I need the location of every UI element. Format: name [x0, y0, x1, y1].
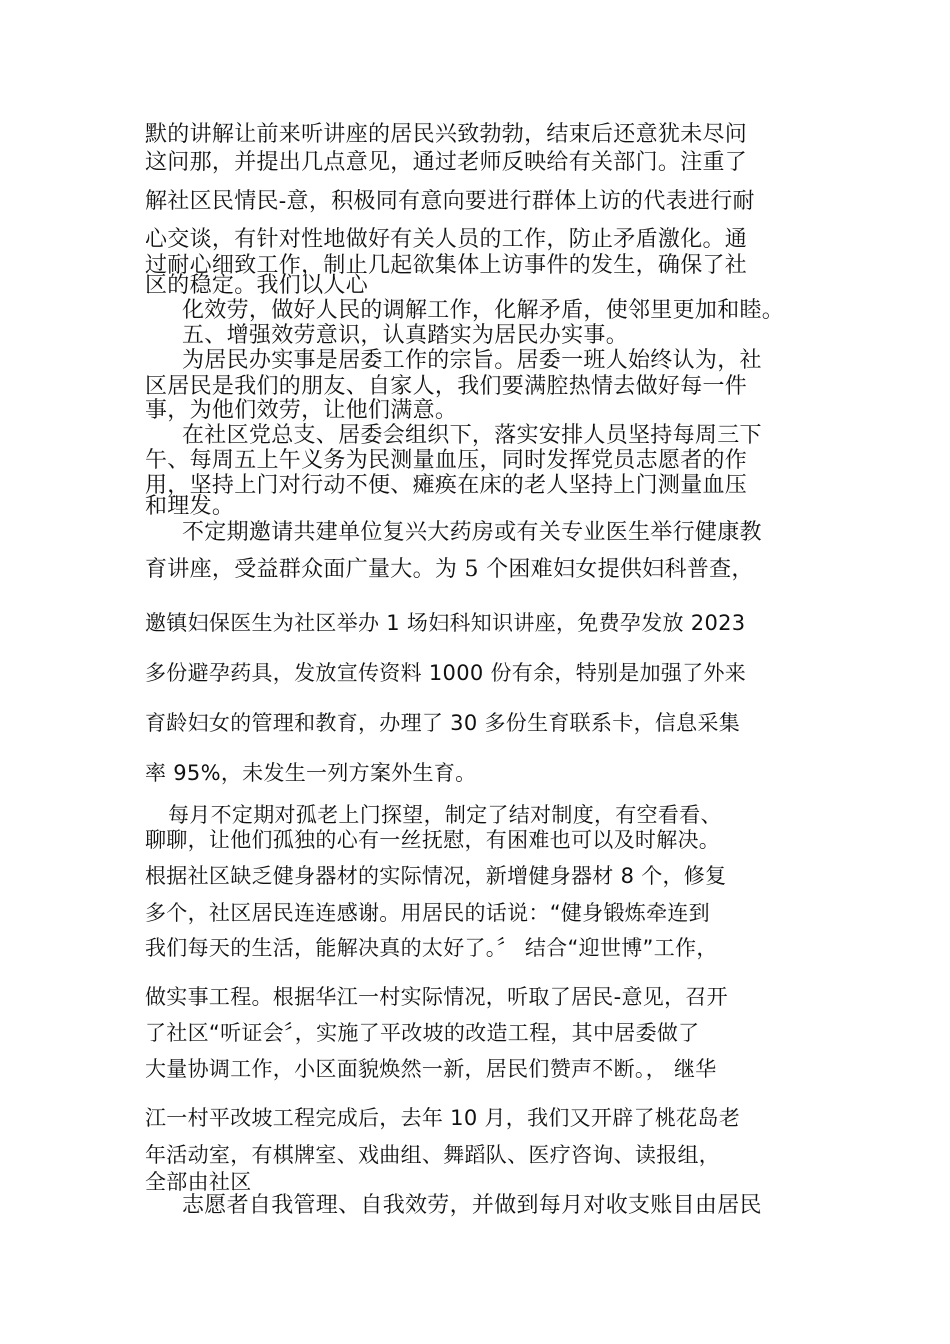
text-line: 区的稳定。我们以人心 [145, 273, 369, 298]
text-line: 邀镇妇保医生为社区举办 1 场妇科知识讲座，免费孕发放 2023 [145, 611, 746, 635]
text-line: 过耐心细致工作，制止几起欲集体上访事件的发生，确保了社 [145, 253, 748, 278]
text-line: 根据社区缺乏健身器材的实际情况，新增健身器材 8 个，修复 [145, 864, 727, 888]
text-line: 在社区党总支、居委会组织下，落实安排人员坚持每周三下 [182, 423, 762, 448]
text-line: 大量协调工作，小区面貌焕然一新，居民们赞声不断。， 继华 [145, 1057, 717, 1081]
text-line: 江一村平改坡工程完成后，去年 10 月，我们又开辟了桃花岛老 [145, 1106, 741, 1130]
text-line: 午、每周五上午义务为民测量血压，同时发挥党员志愿者的作 [145, 448, 748, 473]
text-line: 用，坚持上门对行动不便、瘫痪在床的老人坚持上门测量血压 [145, 473, 748, 498]
text-line: 默的讲解让前来听讲座的居民兴致勃勃，结束后还意犹未尽问 [145, 122, 748, 147]
text-line: 全部由社区 [145, 1170, 252, 1194]
text-line: 我们每天的生活，能解决真的太好了。〞 结合“迎世博”工作， [145, 936, 718, 960]
section-heading: 五、增强效劳意识，认真踏实为居民办实事。 [182, 323, 629, 348]
text-line: 每月不定期对孤老上门探望，制定了结对制度，有空看看、 [168, 803, 722, 827]
text-line: 区居民是我们的朋友、自家人，我们要满腔热情去做好每一件 [145, 374, 748, 399]
text-line: 这问那，并提出几点意见，通过老师反映给有关部门。注重了 [145, 150, 748, 175]
text-line: 了社区“听证会〞，实施了平改坡的改造工程，其中居委做了 [145, 1021, 700, 1045]
text-line: 不定期邀请共建单位复兴大药房或有关专业医生举行健康教 [182, 520, 762, 545]
text-line: 做实事工程。根据华江一村实际情况，听取了居民-意见，召开 [145, 985, 728, 1009]
text-line: 心交谈，有针对性地做好有关人员的工作，防止矛盾激化。通 [145, 227, 748, 252]
text-line: 聊聊，让他们孤独的心有一丝抚慰，有困难也可以及时解决。 [145, 828, 721, 852]
text-line: 育龄妇女的管理和教育，办理了 30 多份生育联系卡，信息采集 [145, 711, 741, 735]
text-line: 事，为他们效劳，让他们满意。 [145, 398, 458, 423]
text-line: 为居民办实事是居委工作的宗旨。居委一班人始终认为，社 [182, 348, 762, 373]
text-line: 解社区民情民-意，积极同有意向要进行群体上访的代表进行耐 [145, 189, 755, 214]
text-line: 志愿者自我管理、自我效劳，并做到每月对收支账目由居民 [182, 1193, 762, 1218]
text-line: 育讲座，受益群众面广量大。为 5 个困难妇女提供妇科普查， [145, 557, 754, 582]
text-line: 年活动室，有棋牌室、戏曲组、舞蹈队、医疗咨询、读报组， [145, 1143, 721, 1167]
text-line: 多份避孕药具，发放宣传资料 1000 份有余，特别是加强了外来 [145, 661, 747, 685]
text-line: 和理发。 [145, 494, 235, 519]
text-line: 化效劳，做好人民的调解工作，化解矛盾，使邻里更加和睦。 [182, 298, 785, 323]
text-line: 率 95%，未发生一列方案外生育。 [145, 761, 477, 785]
text-line: 多个，社区居民连连感谢。用居民的话说：“健身锻炼牵连到 [145, 901, 710, 925]
